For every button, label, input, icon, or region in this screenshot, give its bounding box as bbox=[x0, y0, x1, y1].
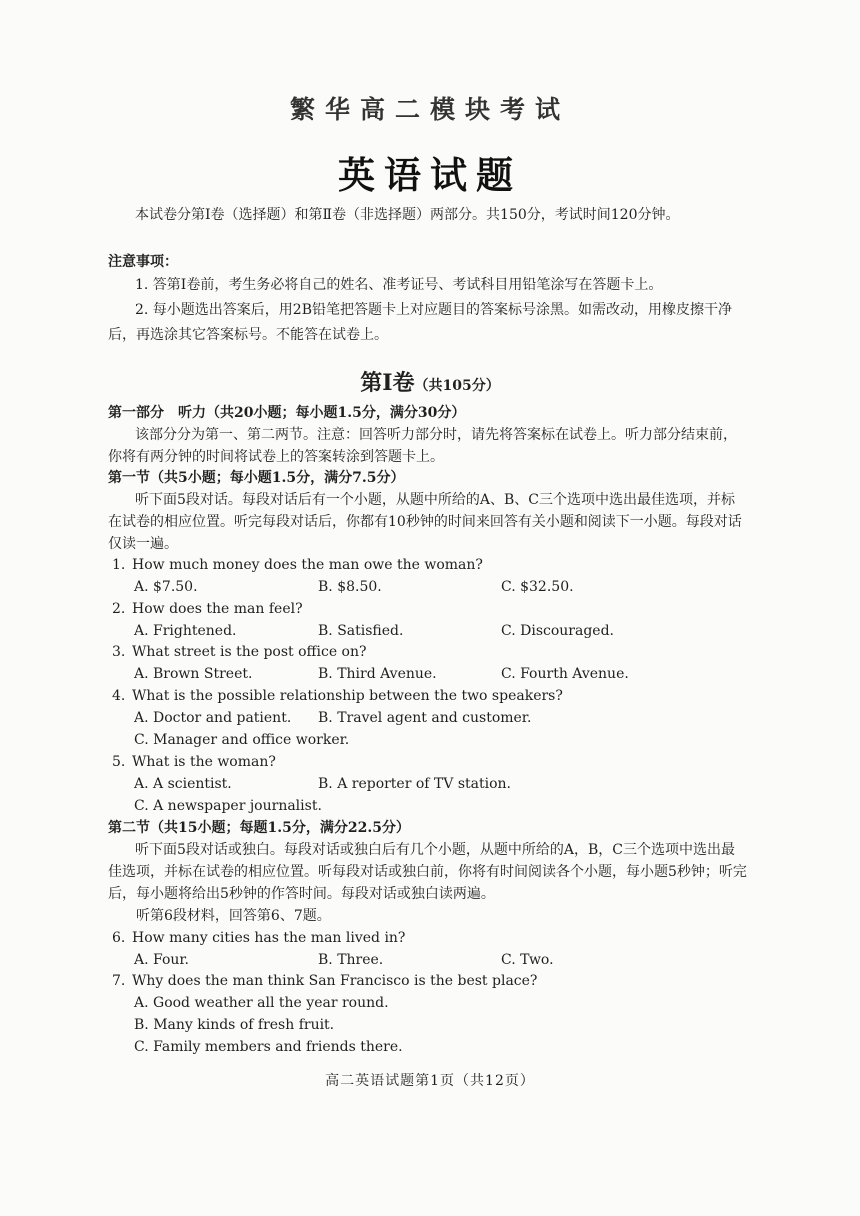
question-text: How many cities has the man lived in? bbox=[132, 930, 406, 946]
volume-title: 第Ⅰ卷 bbox=[360, 370, 415, 396]
q1-option-c: C. $32.50. bbox=[501, 579, 574, 595]
question-text: What street is the post office on? bbox=[132, 644, 367, 660]
section1-instructions: 听下面5段对话。每段对话后有一个小题，从题中所给的A、B、C三个选项中选出最佳选项，并标在试卷的相应位置。听完每段对话后，你都有10秒钟的时间来回答有关小题和阅读下一小题。每段对话仅读一遍。 bbox=[108, 492, 742, 552]
question-number: 7. bbox=[112, 973, 126, 989]
q7-option-a: A. Good weather all the year round. bbox=[134, 995, 389, 1011]
question-1 bbox=[112, 554, 752, 576]
notice-item-2: 2. 每小题选出答案后，用2B铅笔把答题卡上对应题目的答案标号涂黑。如需改动，用橡皮擦干净后，再选涂其它答案标号。不能答在试卷上。 bbox=[108, 302, 733, 343]
q7-option-c: C. Family members and friends there. bbox=[134, 1039, 403, 1055]
q5-option-b: B. A reporter of TV station. bbox=[318, 776, 511, 792]
section1-heading: 第一节（共5小题；每小题1.5分，满分7.5分） bbox=[108, 470, 405, 486]
part1-heading: 第一部分 听力（共20小题；每小题1.5分，满分30分） bbox=[108, 405, 466, 421]
part1-intro: 该部分分为第一、第二两节。注意：回答听力部分时，请先将答案标在试卷上。听力部分结束前，你将有两分钟的时间将试卷上的答案转涂到答题卡上。 bbox=[108, 427, 737, 465]
question-number: 3. bbox=[112, 644, 126, 660]
q3-option-c: C. Fourth Avenue. bbox=[501, 666, 629, 682]
q3-option-b: B. Third Avenue. bbox=[318, 666, 437, 682]
question-4 bbox=[112, 685, 752, 707]
section2-instructions: 听下面5段对话或独白。每段对话或独白后有几个小题，从题中所给的A，B，C三个选项中选出最佳选项，并标在试卷的相应位置。听每段对话或独白前，你将有时间阅读各个小题，每小题5秒钟；听完后，每小题将给出5秒钟的作答时间。每段对话或独白读两遍。 bbox=[108, 842, 747, 902]
q1-option-b: B. $8.50. bbox=[318, 579, 382, 595]
q1-option-a: A. $7.50. bbox=[134, 579, 198, 595]
q6-option-c: C. Two. bbox=[501, 952, 554, 968]
question-5 bbox=[112, 751, 752, 773]
section2-heading: 第二节（共15小题；每题1.5分，满分22.5分） bbox=[108, 820, 410, 836]
question-number: 1. bbox=[112, 557, 126, 573]
q5-option-c: C. A newspaper journalist. bbox=[134, 798, 322, 814]
question-number: 4. bbox=[112, 688, 126, 704]
q4-option-a: A. Doctor and patient. bbox=[134, 710, 292, 726]
q6-option-b: B. Three. bbox=[318, 952, 384, 968]
q4-option-b: B. Travel agent and customer. bbox=[318, 710, 532, 726]
material-note: 听第6段材料，回答第6、7题。 bbox=[136, 908, 331, 924]
question-6 bbox=[112, 927, 752, 949]
question-text: How much money does the man owe the woman? bbox=[132, 557, 483, 573]
question-text: How does the man feel? bbox=[132, 601, 303, 617]
notice-heading: 注意事项： bbox=[108, 254, 178, 270]
question-3 bbox=[112, 641, 752, 663]
q4-option-c: C. Manager and office worker. bbox=[134, 732, 350, 748]
exam-title: 繁华高二模块考试 bbox=[289, 95, 570, 124]
question-number: 2. bbox=[112, 601, 126, 617]
subject-title: 英语试题 bbox=[338, 153, 522, 197]
question-number: 5. bbox=[112, 754, 126, 770]
question-text: What is the woman? bbox=[132, 754, 276, 770]
volume-points: （共105分） bbox=[414, 378, 500, 394]
exam-intro: 本试卷分第Ⅰ卷（选择题）和第Ⅱ卷（非选择题）两部分。共150分，考试时间120分钟。 bbox=[135, 207, 680, 223]
question-text: Why does the man think San Francisco is the best place? bbox=[132, 973, 538, 989]
q6-option-a: A. Four. bbox=[134, 952, 190, 968]
question-text: What is the possible relationship between the two speakers? bbox=[132, 688, 563, 704]
question-2 bbox=[112, 598, 752, 620]
question-number: 6. bbox=[112, 930, 126, 946]
q3-option-a: A. Brown Street. bbox=[134, 666, 253, 682]
q7-option-b: B. Many kinds of fresh fruit. bbox=[134, 1017, 335, 1033]
q2-option-c: C. Discouraged. bbox=[501, 623, 614, 639]
q2-option-b: B. Satisfied. bbox=[318, 623, 404, 639]
volume-heading bbox=[0, 366, 860, 397]
notice-item-1: 1. 答第Ⅰ卷前，考生务必将自己的姓名、准考证号、考试科目用铅笔涂写在答题卡上。 bbox=[135, 277, 663, 293]
q2-option-a: A. Frightened. bbox=[134, 623, 237, 639]
page-footer: 高二英语试题第1页（共12页） bbox=[325, 1073, 535, 1089]
question-7 bbox=[112, 970, 752, 992]
q5-option-a: A. A scientist. bbox=[134, 776, 232, 792]
